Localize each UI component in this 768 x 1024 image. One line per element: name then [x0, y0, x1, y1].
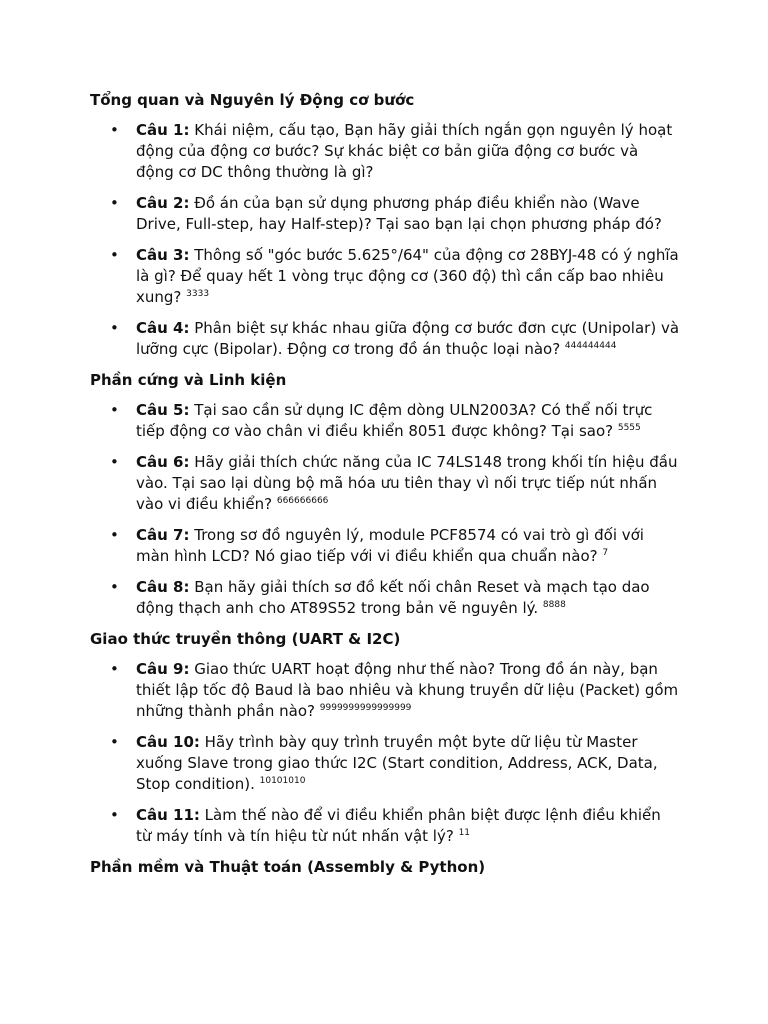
- question-text: Bạn hãy giải thích sơ đồ kết nối chân Reset và mạch tạo dao động thạch anh cho AT89S52 trong bản vẽ nguyên lý.: [136, 578, 650, 617]
- question-item: [90, 452, 680, 515]
- section-overview: [90, 90, 680, 360]
- section-hardware: [90, 370, 680, 619]
- question-label: Câu 10:: [136, 733, 200, 751]
- question-item: [90, 525, 680, 567]
- question-label: Câu 7:: [136, 526, 190, 544]
- footnote-ref: 3333: [186, 289, 210, 299]
- question-item: [90, 805, 680, 847]
- question-label: Câu 11:: [136, 806, 200, 824]
- question-text: Làm thế nào để vi điều khiển phân biệt được lệnh điều khiển từ máy tính và tín hiệu từ nút nhấn vật lý?: [136, 806, 661, 845]
- section-title: Phần mềm và Thuật toán (Assembly & Python): [90, 858, 486, 876]
- footnote-ref: 8888: [542, 600, 566, 610]
- question-text: Thông số "góc bước 5.625°/64" của động cơ 28BYJ-48 có ý nghĩa là gì? Để quay hết 1 vòng trục động cơ (360 độ) thì cần cấp bao nhiêu xung?: [136, 246, 679, 306]
- question-text: Hãy trình bày quy trình truyền một byte dữ liệu từ Master xuống Slave trong giao thức I2C (Start condition, Address, ACK, Data, Stop condition).: [136, 733, 658, 793]
- footnote-ref: 666666666: [276, 496, 329, 506]
- section-software: [90, 857, 680, 878]
- question-label: Câu 5:: [136, 401, 190, 419]
- question-label: Câu 6:: [136, 453, 190, 471]
- footnote-ref: 10101010: [259, 776, 306, 786]
- question-item: [90, 318, 680, 360]
- section-title: Phần cứng và Linh kiện: [90, 371, 287, 389]
- question-item: [90, 577, 680, 619]
- section-title: Tổng quan và Nguyên lý Động cơ bước: [90, 91, 415, 109]
- question-item: [90, 732, 680, 795]
- question-list: [90, 120, 680, 360]
- question-text: Khái niệm, cấu tạo, Bạn hãy giải thích ngắn gọn nguyên lý hoạt động của động cơ bước? Sự khác biệt cơ bản giữa động cơ bước và động cơ DC thông thường là gì?: [136, 121, 673, 181]
- section-protocols: [90, 629, 680, 847]
- question-text: Tại sao cần sử dụng IC đệm dòng ULN2003A? Có thể nối trực tiếp động cơ vào chân vi điều khiển 8051 được không? Tại sao?: [136, 401, 653, 440]
- footnote-ref: 444444444: [564, 341, 617, 351]
- question-label: Câu 8:: [136, 578, 190, 596]
- question-text: Hãy giải thích chức năng của IC 74LS148 trong khối tín hiệu đầu vào. Tại sao lại dùng bộ mã hóa ưu tiên thay vì nối trực tiếp nút nhấn vào vi điều khiển?: [136, 453, 678, 513]
- question-label: Câu 1:: [136, 121, 190, 139]
- question-list: [90, 400, 680, 619]
- footnote-ref: 5555: [617, 423, 641, 433]
- question-item: [90, 245, 680, 308]
- question-text: Trong sơ đồ nguyên lý, module PCF8574 có vai trò gì đối với màn hình LCD? Nó giao tiếp với vi điều khiển qua chuẩn nào?: [136, 526, 644, 565]
- section-title: Giao thức truyền thông (UART & I2C): [90, 630, 401, 648]
- question-label: Câu 9:: [136, 660, 190, 678]
- question-item: [90, 400, 680, 442]
- question-item: [90, 193, 680, 235]
- question-text: Giao thức UART hoạt động như thế nào? Trong đồ án này, bạn thiết lập tốc độ Baud là bao nhiêu và khung truyền dữ liệu (Packet) gồm những thành phần nào?: [136, 660, 679, 720]
- question-text: Đồ án của bạn sử dụng phương pháp điều khiển nào (Wave Drive, Full-step, hay Half-step)? Tại sao bạn lại chọn phương pháp đó?: [136, 194, 662, 233]
- document-page: [90, 90, 680, 887]
- footnote-ref: 11: [458, 828, 471, 838]
- footnote-ref: 7: [602, 548, 609, 558]
- question-item: [90, 120, 680, 183]
- question-list: [90, 659, 680, 847]
- question-label: Câu 3:: [136, 246, 190, 264]
- footnote-ref: 9999999999999999: [319, 703, 412, 713]
- question-label: Câu 2:: [136, 194, 190, 212]
- question-text: Phân biệt sự khác nhau giữa động cơ bước đơn cực (Unipolar) và lưỡng cực (Bipolar). Động cơ trong đồ án thuộc loại nào?: [136, 319, 680, 358]
- question-item: [90, 659, 680, 722]
- question-label: Câu 4:: [136, 319, 190, 337]
